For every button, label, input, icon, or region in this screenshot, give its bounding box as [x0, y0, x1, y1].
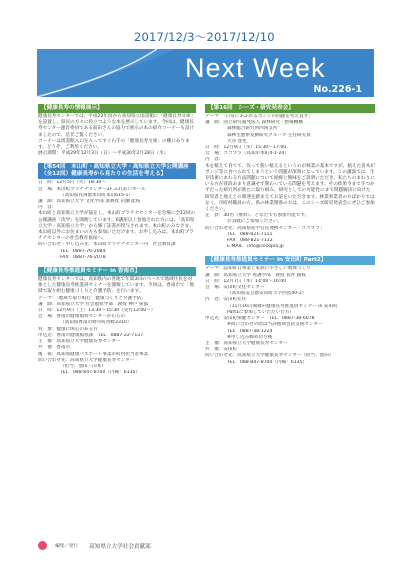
contact-tel: TEL 0887-76-2084: [60, 248, 106, 254]
info-row: お気軽にご参加ください。: [227, 219, 283, 225]
footer: [38, 535, 151, 554]
info-row: （11月16日開催の健康長寿推進員セミナー in 安田町: [227, 303, 338, 309]
footer-issuer-label: 編集／発行: [55, 543, 79, 549]
newsletter-title: Next Week: [185, 53, 326, 83]
info-row: 共 催：安田町: [205, 347, 238, 353]
section-heading: 【健康長寿推進員セミナー in 香南市】: [38, 267, 196, 276]
info-row: 申込先：安田町保健センター TEL 0887-38-6078: [205, 316, 315, 322]
info-row: TEL 0887-38-1224: [227, 328, 273, 334]
info-row: （高知県長岡郡本山町本山615-1）: [60, 192, 134, 198]
info-row: ※問い合わせの際は当該地域包括支援センター: [227, 322, 323, 328]
info-row: 会 場：ココプラ（高知市本町4-1-24）: [205, 151, 289, 157]
info-row: 講 師：高知県立大学 文化学部 准教授 岩瀬 能枝: [38, 199, 141, 205]
section-text: 健康長寿センターでは、平成22年度から高知県立図書館に「健康長寿文庫」を設置し、県民の方々に役立つような本を展示しています。今回は、健康長寿センター運営委員である前田さんの協力で展示の本の紹介コーナーも設けましたので、是非ご覧ください。: [38, 114, 196, 138]
info-row: 森林総合研究所四国支所: [227, 126, 278, 132]
banner-swoosh-graphic: [37, 49, 177, 97]
section-heading: 【第54回 本山町・高知県立大学・高知県立大学公開講座（全12回）健康長寿から見たりの生活を考える】: [38, 163, 196, 179]
section-heading: 【健康長寿推進員セミナー in 安田町 Part2】: [205, 256, 375, 265]
info-row: 日 時：12月5日（火）18:30〜: [38, 180, 106, 186]
info-row: （高知県香南市野市町西野2310）: [60, 320, 132, 326]
info-row: 定 員：30名（無料）、どなたでも参加可能です。: [205, 213, 310, 219]
contact-tel: TEL 088-821-7111: [227, 231, 273, 237]
info-row: Part1に参加していただいた方）: [227, 309, 295, 315]
section-seeds-presentation: [205, 104, 375, 250]
section-text: 本山町と高知県立大学が協定し、本山町プラチナセンターを会場に全12回の公開講座「次学」を開催しています。6講座以上参加された方には、「高知県立大学・高知県立大学」から修了証書が授与されます。本山町のみなさま、本山町以外にお住まいの方も参加いただけます。お申し込みは、本山町プラチナセンターの社会教育福祉へ。: [38, 211, 196, 242]
info-row: 内 容：: [205, 157, 224, 163]
section-health-exhibit: [38, 104, 196, 157]
info-row: 講 師：国立研究開発法人 森林研究・整備機構: [205, 120, 303, 126]
info-row: 申込先：香南市健康福祉課 TEL 0887-22-7137: [38, 332, 144, 338]
contact-fax: FAX 088-821-7112: [227, 238, 273, 244]
info-row: 会 場：安田町文化センター: [205, 285, 265, 291]
info-row: テーマ：認知症自事業と家族にやさしい地域づくり: [205, 266, 311, 272]
info-row: 森林生態系変動研究グループ 主任研究員: [227, 132, 311, 138]
info-row: 講 師：高知県立大学 看護学部 教授 長坪 鎮枝: [205, 272, 306, 278]
info-row: ※申し込み締め切り後: [227, 334, 273, 340]
left-column: [38, 104, 196, 382]
footer-issuer: 高知県立大学社会貢献部: [89, 543, 151, 550]
info-row: 後 援：高知県健康パスポート事業市町村担当者事業: [38, 351, 149, 357]
section-text: 木を植えて育てて、伐って使い植えるというのが林業の基本ですが、植えた苗木がポンジ等に食べられてしまうという問題が深刻になっています。この講演では、生存技術にまわる方法問題について経緯と興味をご説明いただき、私たちのまわりにいる方が普段あまり意識せず関わっている問題を考えます。その結果今まで手つかずだった研究所が新たに取り組み、研究としての可能性にまで問題解決に向けた研究者と地元との関連を踏まえてお話をいただきます。林業事業者の方ばかりではなく、市町村職員の方、県の林業関係の方は、このシーズ研究発表会にぜひご参加ください。: [205, 163, 375, 213]
info-row: 会 場：香南市健康福祉センターかわらの: [38, 314, 126, 320]
info-row: 共 催：香南市: [38, 345, 71, 351]
info-row: （高知県安芸郡安田町大字西島40-2）: [227, 291, 307, 297]
info-row: 講 師：高知県立大学 社会福祉学部 教授 神戸 弥都: [38, 301, 149, 307]
info-row: テーマ：「地域で取り組む 健康づくりと介護予防」: [38, 295, 146, 301]
contact-row: 問い合わせ先：高知県立大学健康長寿センター: [38, 357, 135, 363]
info-row: 日 時：12月9日（土）13:30〜15:30（受付13:00〜）: [38, 308, 156, 314]
section-public-lecture: [38, 163, 196, 261]
info-row: 主 催：高知県立大学健康長寿センター: [38, 339, 121, 345]
contact-row: 問い合わせ先：高知県立大学健康長寿センター（担当：池田）: [205, 353, 334, 359]
section-heading: 【健康長寿の情報展示】: [38, 104, 196, 113]
right-column: [205, 104, 375, 372]
contact-email: E-MAIL info@cocopla.jp: [227, 244, 284, 250]
section-seminar-yasuda: [205, 256, 375, 365]
contact-row: 問い合わせ先：高知県産学官民連携センター「ココプラ」: [205, 225, 325, 231]
info-row: テーマ：「日常にあふれるポンジの問題を考え直す」: [205, 114, 313, 119]
contact-row: （担当：池田・山本）: [60, 363, 106, 369]
info-row: 日 時：12月7日（木）14:00〜16:00: [205, 278, 287, 284]
info-row: 会 場：本山町プラチナセンター2F ふれあいホール: [38, 186, 146, 192]
info-row: 内 容：安田町在住: [205, 297, 247, 303]
title-banner: [37, 49, 374, 97]
exhibit-period: 展示期間：平成29年12月3日（日）〜平成30年2月28日（水）: [38, 151, 169, 157]
info-row: 主 催：高知県立大学健康長寿センター: [205, 340, 288, 346]
info-row: 対 象：健康に関心のある方: [38, 326, 98, 332]
info-row: 大谷 達也: [227, 138, 247, 144]
info-row: 日 時：12月9日（水）15:30〜17:00: [205, 145, 287, 151]
date-range: 2017/12/3〜2017/12/10: [134, 30, 275, 44]
contact-row: 問い合わせ・申し込み先：本山町プラチナセンター内 社会教育課: [38, 242, 176, 248]
section-heading: 【第16回 シーズ・研究発表会】: [205, 104, 375, 113]
contact-fax: FAX 0887-76-2078: [60, 254, 106, 260]
university-logo-icon: [38, 541, 47, 550]
info-row: 内 容：: [38, 205, 57, 211]
section-seminar-konan: [38, 267, 196, 376]
section-text: コーナーは図書館入口を入ってすぐ右手の「健康長寿文庫」の棚にあります。どうぞ、ご利用ください。: [38, 138, 190, 151]
issue-number: No.226-1: [313, 84, 362, 95]
contact-tel: TEL 088-847-8700（内線：6135）: [60, 370, 141, 376]
section-text: 健康長寿センターでは、高知県内の各地で年間3回のペースで地域住民を対象とした健康長寿推進員セミナーを開催しています。今回は、香南市で「地域で取り組む健康づくりと介護予防」を行います。: [38, 277, 194, 295]
contact-tel: TEL 088-847-8700（内線：6135）: [227, 359, 308, 365]
